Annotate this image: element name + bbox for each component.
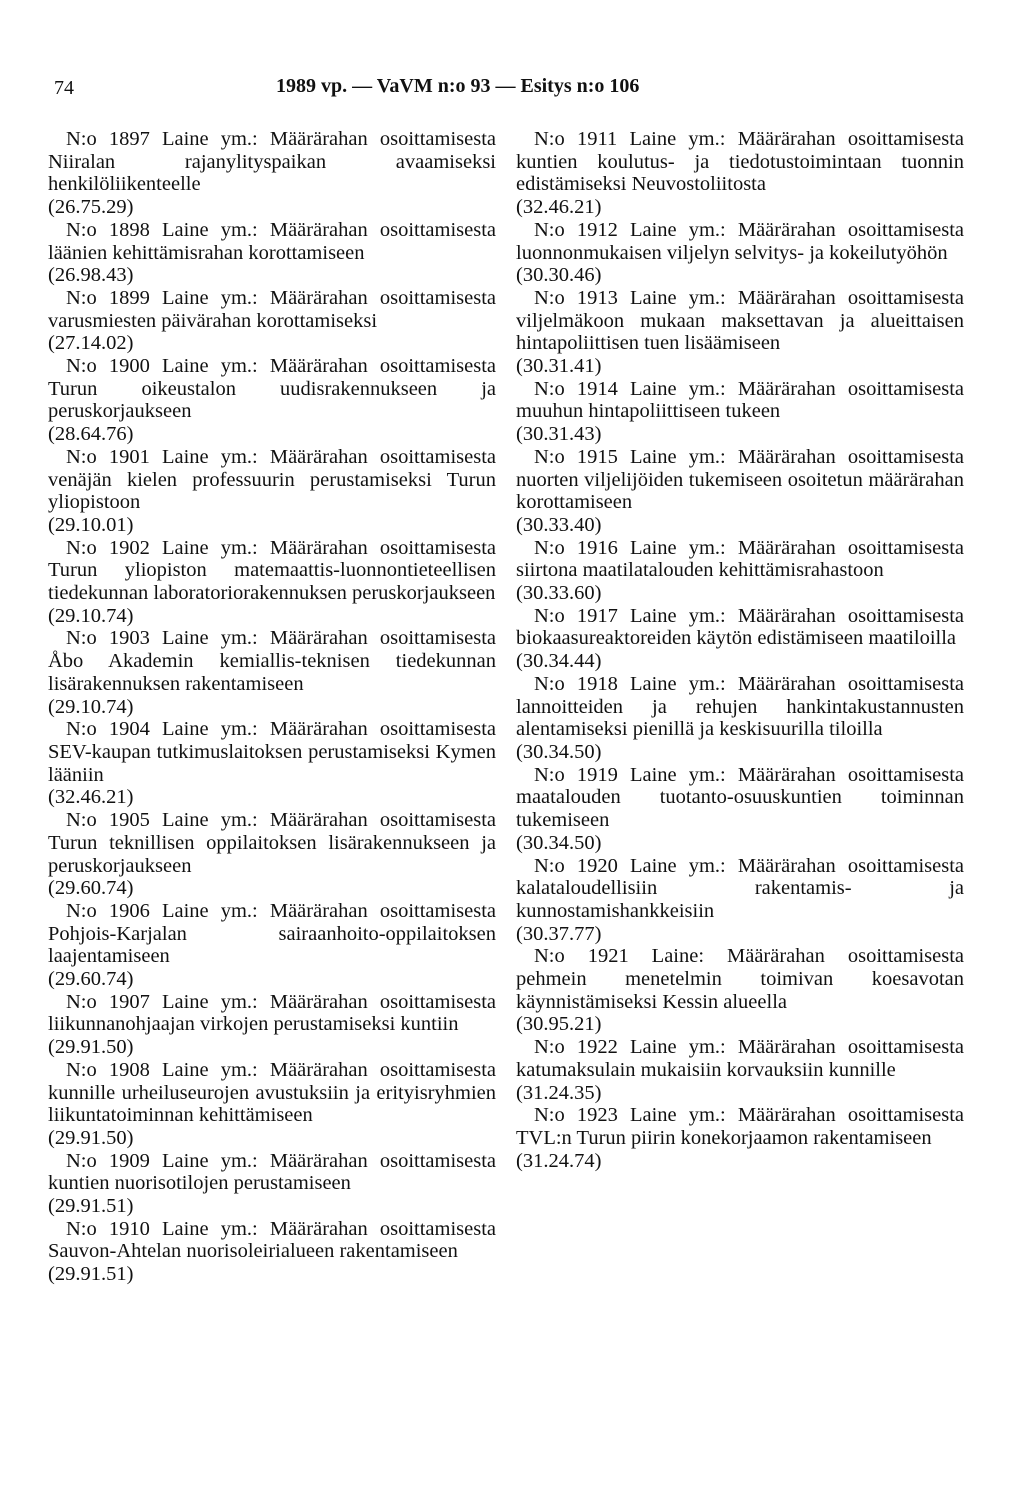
entry-text: N:o 1911 Laine ym.: Määrärahan osoittamisesta kuntien koulutus- ja tiedotustoimintaan tuonnin edistämiseksi Neuvostoliitosta (516, 128, 964, 196)
entry-text: N:o 1900 Laine ym.: Määrärahan osoittamisesta Turun oikeustalon uudisrakennukseen ja peruskorjaukseen (48, 355, 496, 423)
entry-text: N:o 1922 Laine ym.: Määrärahan osoittamisesta katumaksulain mukaisiin korvauksiin kunnille (516, 1036, 964, 1081)
budget-code: (29.10.01) (48, 513, 134, 536)
list-item (48, 537, 496, 628)
budget-code: (32.46.21) (48, 786, 134, 809)
entry-text: N:o 1918 Laine ym.: Määrärahan osoittamisesta lannoitteiden ja rehujen hankintakustannusten alentamiseksi pienillä ja keskisuurilla tiloilla (516, 672, 964, 741)
entry-text: N:o 1914 Laine ym.: Määrärahan osoittamisesta muuhun hintapoliittiseen tukeen (516, 377, 964, 423)
list-item (48, 809, 496, 900)
list-item (516, 945, 964, 1036)
entry-text: N:o 1913 Laine ym.: Määrärahan osoittamisesta viljelmäkoon mukaan maksettavan ja alueittaisen hintapoliittisen tuen lisäämiseen (516, 286, 964, 355)
entry-text: N:o 1903 Laine ym.: Määrärahan osoittamisesta Åbo Akademin kemiallis-teknisen tiedekunnan lisärakennuksen rakentamiseen (48, 627, 496, 695)
list-item (516, 128, 964, 219)
list-item (48, 287, 496, 355)
budget-code: (29.91.50) (48, 1126, 134, 1149)
budget-code: (29.10.74) (48, 695, 134, 718)
list-item (48, 900, 496, 991)
entry-text: N:o 1917 Laine ym.: Määrärahan osoittamisesta biokaasureaktoreiden käytön edistämiseen maatiloilla (516, 604, 964, 650)
budget-code: (29.10.74) (48, 604, 134, 627)
list-item (48, 219, 496, 287)
entry-text: N:o 1921 Laine: Määrärahan osoittamisesta pehmein menetelmin toimivan koesavotan käynnistämiseksi Kessin alueella (516, 945, 964, 1013)
list-item (516, 1036, 964, 1104)
entry-text: N:o 1897 Laine ym.: Määrärahan osoittamisesta Niiralan rajanylityspaikan avaamiseksi henkilöliikenteelle (48, 128, 496, 196)
budget-code: (29.60.74) (48, 968, 134, 991)
budget-code: (30.33.60) (516, 582, 602, 605)
list-item (516, 537, 964, 605)
list-item (48, 128, 496, 219)
entry-text: N:o 1909 Laine ym.: Määrärahan osoittamisesta kuntien nuorisotilojen perustamiseen (48, 1149, 496, 1195)
budget-code: (26.75.29) (48, 196, 134, 219)
entry-text: N:o 1901 Laine ym.: Määrärahan osoittamisesta venäjän kielen professuurin perustamiseksi Turun yliopistoon (48, 445, 496, 514)
list-item (48, 1218, 496, 1286)
list-item (516, 764, 964, 855)
budget-code: (31.24.35) (516, 1081, 602, 1104)
budget-code: (30.34.50) (516, 831, 602, 854)
entry-text: N:o 1912 Laine ym.: Määrärahan osoittamisesta luonnonmukaisen viljelyn selvitys- ja kokeilutyöhön (516, 218, 964, 264)
budget-code: (29.91.51) (48, 1263, 134, 1286)
entry-text: N:o 1919 Laine ym.: Määrärahan osoittamisesta maatalouden tuotanto-osuuskuntien toiminnan tukemiseen (516, 763, 964, 832)
entry-text: N:o 1902 Laine ym.: Määrärahan osoittamisesta Turun yliopiston matemaattis-luonnontieteellisen tiedekunnan laboratoriorakennuksen peruskorjaukseen (48, 536, 496, 605)
entry-text: N:o 1905 Laine ym.: Määrärahan osoittamisesta Turun teknillisen oppilaitoksen lisärakennukseen ja peruskorjaukseen (48, 809, 496, 877)
budget-code: (30.34.50) (516, 740, 602, 763)
list-item (48, 1059, 496, 1150)
entry-text: N:o 1908 Laine ym.: Määrärahan osoittamisesta kunnille urheiluseurojen avustuksiin ja erityisryhmien liikuntatoiminnan kehittämiseen (48, 1058, 496, 1127)
entry-text: N:o 1915 Laine ym.: Määrärahan osoittamisesta nuorten viljelijöiden tukemiseen osoitetun määrärahan korottamiseen (516, 445, 964, 514)
list-item (48, 355, 496, 446)
list-item (48, 627, 496, 718)
left-column (48, 128, 496, 1286)
budget-code: (28.64.76) (48, 423, 134, 446)
list-item (516, 855, 964, 946)
entry-text: N:o 1906 Laine ym.: Määrärahan osoittamisesta Pohjois-Karjalan sairaanhoito-oppilaitoksen laajentamiseen (48, 899, 496, 968)
entry-text: N:o 1899 Laine ym.: Määrärahan osoittamisesta varusmiesten päivärahan korottamiseksi (48, 286, 496, 332)
budget-code: (30.31.43) (516, 423, 602, 446)
list-item (516, 219, 964, 287)
list-item (48, 991, 496, 1059)
page-number: 74 (54, 77, 74, 99)
budget-code: (29.91.50) (48, 1036, 134, 1059)
list-item (48, 1150, 496, 1218)
running-head: 1989 vp. — VaVM n:o 93 — Esitys n:o 106 (276, 75, 640, 97)
budget-code: (30.34.44) (516, 650, 602, 673)
budget-code: (26.98.43) (48, 264, 134, 287)
list-item (516, 673, 964, 764)
list-item (516, 605, 964, 673)
budget-code: (31.24.74) (516, 1149, 602, 1172)
budget-code: (30.37.77) (516, 922, 602, 945)
budget-code: (30.33.40) (516, 513, 602, 536)
list-item (516, 1104, 964, 1172)
budget-code: (29.60.74) (48, 877, 134, 900)
entry-text: N:o 1920 Laine ym.: Määrärahan osoittamisesta kalataloudellisiin rakentamis- ja kunnostamishankkeisiin (516, 854, 964, 922)
list-item (516, 446, 964, 537)
entry-text: N:o 1904 Laine ym.: Määrärahan osoittamisesta SEV-kaupan tutkimuslaitoksen perustamiseksi Kymen lääniin (48, 718, 496, 786)
budget-code: (29.91.51) (48, 1195, 134, 1218)
entry-text: N:o 1910 Laine ym.: Määrärahan osoittamisesta Sauvon-Ahtelan nuorisoleirialueen rakentamiseen (48, 1217, 496, 1263)
budget-code: (27.14.02) (48, 332, 134, 355)
entry-text: N:o 1898 Laine ym.: Määrärahan osoittamisesta läänien kehittämisrahan korottamiseen (48, 218, 496, 264)
entry-text: N:o 1907 Laine ym.: Määrärahan osoittamisesta liikunnanohjaajan virkojen perustamiseksi kuntiin (48, 990, 496, 1036)
right-column (516, 128, 964, 1172)
list-item (516, 287, 964, 378)
list-item (48, 446, 496, 537)
budget-code: (32.46.21) (516, 196, 602, 219)
list-item (516, 378, 964, 446)
budget-code: (30.31.41) (516, 355, 602, 378)
budget-code: (30.95.21) (516, 1013, 602, 1036)
list-item (48, 718, 496, 809)
entry-text: N:o 1923 Laine ym.: Määrärahan osoittamisesta TVL:n Turun piirin konekorjaamon rakentamiseen (516, 1104, 964, 1149)
entry-text: N:o 1916 Laine ym.: Määrärahan osoittamisesta siirtona maatilatalouden kehittämisrahastoon (516, 536, 964, 582)
budget-code: (30.30.46) (516, 264, 602, 287)
